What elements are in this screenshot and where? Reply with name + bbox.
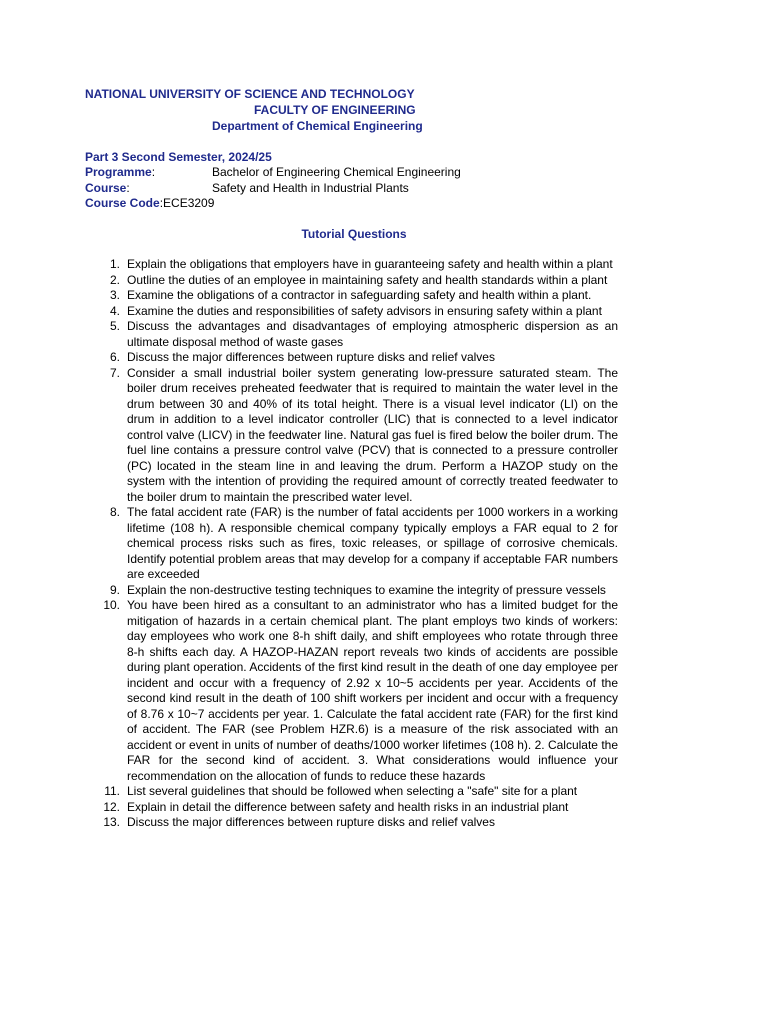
question-item [83,784,618,800]
question-number: 12. [103,799,120,814]
question-text: Explain the obligations that employers have in guaranteeing safety and health within a plant [127,257,613,271]
question-text: Discuss the major differences between rupture disks and relief valves [127,815,495,829]
question-item [83,366,618,506]
question-number: 6. [109,350,120,364]
question-item [83,800,618,816]
question-text: Consider a small industrial boiler system generating low-pressure saturated steam. The boiler drum receives preheated feedwater that is required to maintain the water level in the drum between 30 and 40% of its total height. There is a visual level indicator (LI) on the drum in addition to a level indicator controller (LIC) that is connected to a level indicator control valve (LICV) in the feedwater line. Natural gas fuel is fired below the boiler drum. The fuel line contains a pressure control valve (PCV) that is connected to a pressure controller (PC) located in the steam line in and leaving the drum. Perform a HAZOP study on the system with the intention of providing the required amount of correctly treated feedwater to the boiler drum to maintain the prescribed water level. [127,365,618,504]
question-number: 4. [109,303,120,318]
question-item [83,288,618,304]
question-item [83,505,618,583]
question-number: 13. [103,815,120,829]
question-item [83,304,618,320]
question-number: 1. [109,257,120,271]
question-number: 5. [109,319,120,333]
course-value: Safety and Health in Industrial Plants [212,181,409,195]
question-text: Explain in detail the difference between safety and health risks in an industrial plant [127,799,569,814]
question-number: 8. [109,505,120,519]
question-text: Discuss the advantages and disadvantages of employing atmospheric dispersion as an ultimate disposal method of waste gases [127,319,618,349]
question-text: List several guidelines that should be followed when selecting a "safe" site for a plant [127,784,578,798]
course-code-row: Course Code:ECE3209 [85,196,215,210]
course-row: Course: Safety and Health in Industrial Plants [85,181,409,195]
question-text: Discuss the major differences between rupture disks and relief valves [127,350,495,364]
question-number: 2. [109,272,120,287]
course-label: Course [85,181,127,195]
question-item [83,319,618,350]
question-list [83,257,618,831]
question-item [83,350,618,366]
question-item [83,583,618,599]
question-number: 7. [109,365,120,380]
university-name: NATIONAL UNIVERSITY OF SCIENCE AND TECHNOLOGY [85,87,415,101]
question-text: Outline the duties of an employee in maintaining safety and health standards within a plant [127,272,608,287]
question-item [83,257,618,273]
question-item [83,273,618,289]
course-code-value: ECE3209 [163,196,215,210]
question-number: 9. [109,582,120,597]
tutorial-title: Tutorial Questions [301,227,407,241]
programme-value: Bachelor of Engineering Chemical Engineering [212,165,461,179]
department-name: Department of Chemical Engineering [212,119,423,133]
course-code-label: Course Code [85,196,160,210]
question-item [83,815,618,831]
question-number: 11. [104,784,120,798]
question-text: Explain the non-destructive testing techniques to examine the integrity of pressure vessels [127,582,606,597]
question-number: 10. [103,598,120,612]
programme-label: Programme [85,165,152,179]
semester-heading: Part 3 Second Semester, 2024/25 [85,150,272,164]
question-text: You have been hired as a consultant to an administrator who has a limited budget for the mitigation of hazards in a certain chemical plant. The plant employs two kinds of workers: day employees who work one 8-h shift daily, and shift employees who rotate through three 8-h shifts each day. A HAZOP-HAZAN report reveals two kinds of accidents are possible during plant operation. Accidents of the first kind result in the death of one day employee per incident and occur with a frequency of 2.92 x 10~5 accidents per year. Accidents of the second kind result in the death of 100 shift workers per incident and occur with a frequency of 8.76 x 10~7 accidents per year. 1. Calculate the fatal accident rate (FAR) for the first kind of accident. The FAR (see Problem HZR.6) is a measure of the risk associated with an accident or event in units of number of deaths/1000 worker lifetimes (108 h). 2. Calculate the FAR for the second kind of accident. 3. What considerations would influence your recommendation on the allocation of funds to reduce these hazards [127,598,618,783]
question-text: The fatal accident rate (FAR) is the number of fatal accidents per 1000 workers in a working lifetime (108 h). A responsible chemical company typically employs a FAR equal to 2 for chemical process risks such as fires, toxic releases, or spillage of corrosive chemicals. Identify potential problem areas that may develop for a company if acceptable FAR numbers are exceeded [127,505,618,581]
question-number: 3. [109,288,120,302]
question-item [83,598,618,784]
question-text: Examine the duties and responsibilities of safety advisors in ensuring safety within a plant [127,303,602,318]
programme-row: Programme: Bachelor of Engineering Chemical Engineering [85,165,461,179]
question-text: Examine the obligations of a contractor in safeguarding safety and health within a plant. [127,288,592,302]
faculty-name: FACULTY OF ENGINEERING [254,103,416,117]
